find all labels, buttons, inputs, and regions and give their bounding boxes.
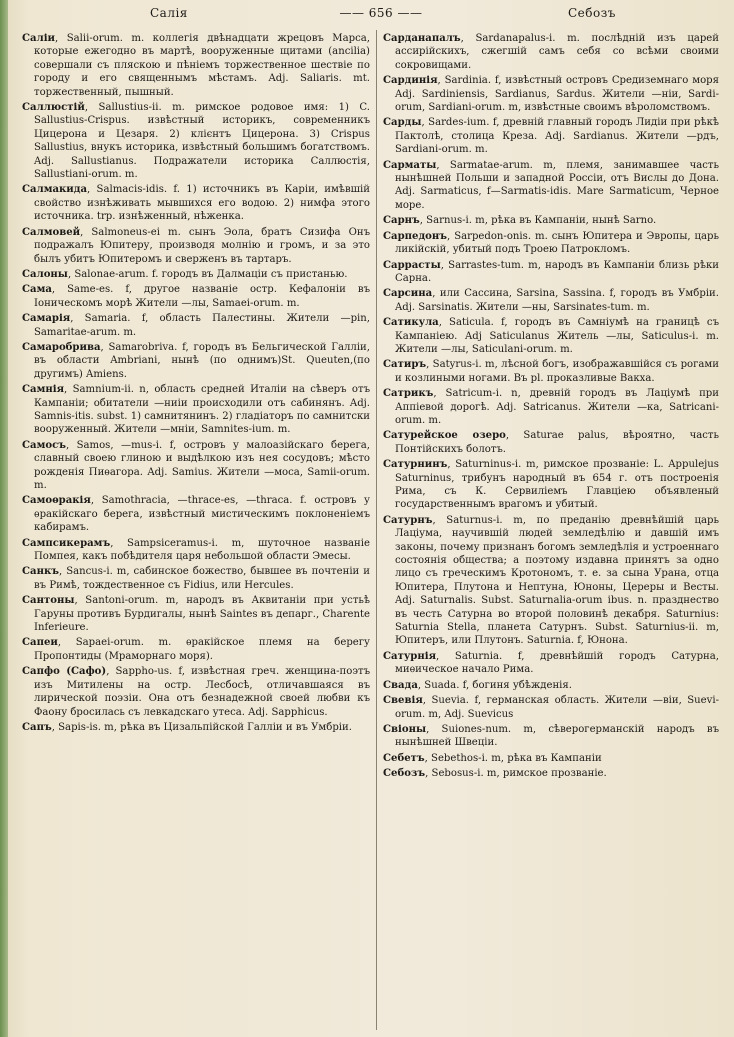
dictionary-entry [383,514,719,648]
entry-headword: Сапфо (Сафо) [22,666,107,678]
dictionary-entry [22,32,370,99]
dictionary-entry [22,636,370,663]
entry-headword: Сатикула [383,317,439,329]
dictionary-entry [22,226,370,266]
entry-definition: , Saticula. f, городъ въ Самніумѣ на границѣ съ Кампаніею. Adj Saticulanus Житель —лы, Saticulus-i. m. Жители —лы, Saticulani-orum. m. [395,317,719,355]
dictionary-entry [383,458,719,512]
dictionary-entry [383,387,719,427]
entry-headword: Салмакида [22,184,88,196]
entry-definition: , Sapaei-orum. m. ѳракійское племя на берегу Пропонтиды (Мраморнаго моря). [34,637,370,662]
dictionary-entry [22,383,370,437]
dictionary-entry [383,32,719,72]
entry-definition: , Santoni-orum. m, народъ въ Аквитаніи при устьѣ Гаруны противъ Бурдигалы, нынѣ Saintes въ депарг., Charente Inferieure. [34,595,370,634]
dictionary-entry [22,283,370,310]
entry-definition: , Salmoneus-ei m. сынъ Эола, братъ Сизифа Онъ подражалъ Юпитеру, производя молнію и громъ, и за это былъ убитъ Юпитеромъ и сверженъ въ тартаръ. [34,226,370,265]
entry-definition: , Saturninus-i. m, римское прозваніе: L. Appulejus Saturninus, трибунъ народный въ 654 г. отъ построенія Рима, съ К. Сервиліемъ Главціею объявленый государственнымъ врагомъ и убитый. [395,459,719,511]
dictionary-entry [22,721,370,734]
dictionary-entry [22,183,370,223]
entry-headword: Сампсикерамъ [22,537,111,549]
entry-definition: , Suada. f, богиня убѣжденія. [417,679,572,691]
dictionary-entry [22,594,370,634]
entry-headword: Себозъ [383,768,426,780]
entry-definition: , Saturnia. f, древнѣйшій городъ Сатурна, миѳическое начало Рима. [395,650,719,676]
entry-definition: , Saturnus-i. m, по преданію древнѣйшій царь Лаціума, научившій людей земледѣлію и давшій имъ законы, почему признанъ богомъ земледѣлія и устроеннаго состоянія общества; а поэтому издавна принятъ за одно лицо съ греческимъ Кротономъ, т. е. за сына Урана, отца Юпитера, Плутона и Нептуна, Юноны, Цереры и Весты. Adj. Saturnalis. Subst. Saturnalia-orum ibus. n. празднество въ честь Сатурна во второй половинѣ декабря. Saturnius: Saturnia Stella, планета Сатурнъ. Subst. Saturnius-ii. m, Юпитеръ, или Плутонъ. Saturnia. f, Юнона. [395,514,719,647]
entry-headword: Сатиръ [383,359,427,371]
column-divider [376,30,377,1030]
entry-headword: Самосъ [22,439,66,451]
dictionary-entry [383,767,719,780]
entry-headword: Свіоны [383,723,427,735]
entry-headword: Сарпедонъ [383,230,448,242]
entry-headword: Самарія [22,313,71,325]
dictionary-entry [383,74,719,114]
dictionary-entry [383,316,719,356]
entry-definition: , Salii-orum. m. коллегія двѣнадцати жрецовъ Марса, которые ежегодно въ мартѣ, вооруженные щитами (ancilia) совершали съ пляскою и пѣніемъ торжественное шествіе по городу и его священнымъ мѣстамъ. Adj. Saliaris. mt. торжественный, пышный. [34,33,370,98]
entry-headword: Сапъ [22,721,52,733]
dictionary-entry [22,439,370,493]
entry-definition: , Sarnus-i. m, рѣка въ Кампаніи, нынѣ Sarno. [419,215,657,227]
entry-definition: , Sarmatae-arum. m, племя, занимавшее часть нынѣшней Польши и западной Россіи, отъ Вислы до Дона. Adj. Sarmaticus, f—Sarmatis-idis. Mare Sarmaticum, Черное море. [395,159,719,211]
entry-definition: , Saturae palus, вѣроятно, часть Понтійскихъ болотъ. [395,430,719,455]
dictionary-entry [383,358,719,385]
entry-headword: Сатрикъ [383,388,434,400]
header-right-word: Себозъ [568,6,616,20]
entry-definition: , Sardes-ium. f, древній главный городъ Лидіи при рѣкѣ Пактолѣ, столица Креза. Adj. Sardianus. Жители —рдъ, Sardiani-orum. m. [395,117,719,156]
entry-headword: Салоны [22,268,68,280]
entry-definition: , Suevia. f, германская область. Жители —віи, Suevi-orum. m, Adj. Suevicus [395,695,719,720]
entry-headword: Самнія [22,384,65,396]
dictionary-entry [22,268,370,281]
entry-definition: , Samos, —mus-i. f, островъ у малоазійскаго берега, славный своею глиною и выдѣлкою изъ нея сосудовъ; мѣсто рожденія Пиѳагора. Adj. Samius. Жители —моса, Samii-orum. m. [34,439,370,491]
dictionary-entry [383,650,719,677]
entry-headword: Сарсина [383,288,433,300]
entry-headword: Санкъ [22,566,59,578]
dictionary-entry [383,429,719,456]
entry-definition: , Sapis-is. m, рѣка въ Цизальпійской Галліи и въ Умбріи. [51,721,352,733]
dictionary-entry [383,259,719,286]
entry-headword: Сарды [383,117,422,129]
entry-definition: , Sardanapalus-i. m. послѣдній изъ царей ассирійскихъ, сжегшій самъ себя со всѣми своими сокровищами. [395,33,719,71]
entry-headword: Сарданапалъ [383,33,461,44]
dictionary-entry [22,494,370,534]
left-column [22,32,370,736]
dictionary-entry [383,116,719,156]
entry-headword: Самоѳракія [22,495,91,507]
entry-definition: , Salmacis-idis. f. 1) источникъ въ Каріи, имѣвшій свойство изнѣживать мывшихся его водою. 2) нимфа этого источника. trp. изнѣженный, нѣженка. [34,184,370,223]
dictionary-entry [383,230,719,257]
dictionary-entry [383,723,719,750]
header-left-word: Салія [150,6,188,20]
entry-definition: , Sardinia. f, извѣстный островъ Средиземнаго моря Adj. Sardiniensis, Sardianus, Sardus. Жители —ніи, Sardi-orum, Sardiani-orum. m, извѣстные своимъ вѣроломствомъ. [395,75,719,114]
entry-definition: , Sappho-us. f, извѣстная греч. женщина-поэтъ изъ Митилены на остр. Лесбосѣ, отличавшаяся въ лирической поэзіи. Она отъ безнадежной своей любви къ Фаону бросилась съ левкадскаго утеса. Adj. Sapphicus. [34,666,370,718]
dictionary-entry [22,101,370,181]
dictionary-entry [22,341,370,381]
dictionary-entry [22,537,370,564]
entry-definition: , Salonae-arum. f. городъ въ Далмаціи съ пристанью. [67,268,348,280]
entry-definition: , Samnium-ii. n, область средней Италіи на сѣверъ отъ Кампаніи; обитатели —ниіи происходили отъ сабинянъ. Adj. Samnis-itis. subst. 1) самнитянинъ. 2) гладіаторъ по самнитски вооруженный. Жители —мніи, Samnites-ium. m. [34,384,371,436]
dictionary-entry [383,752,719,765]
entry-definition: , Suiones-num. m, сѣверогерманскій народъ въ нынѣшней Швеціи. [395,723,719,749]
dictionary-entry [383,679,719,692]
entry-definition: , Sebosus-i. m, римское прозваніе. [425,768,607,780]
dictionary-entry [22,565,370,592]
entry-headword: Саллюстій [22,102,85,114]
entry-headword: Себетъ [383,752,425,764]
entry-headword: Сама [22,284,52,296]
entry-headword: Сапеи [22,637,58,649]
entry-definition: , Satricum-i. n, древній городъ въ Лаціумѣ при Аппіевой дорогѣ. Adj. Satricanus. Жители —ка, Satricani-orum. m. [395,388,719,426]
page-edge [0,0,8,1037]
entry-headword: Саррасты [383,259,441,271]
entry-definition: , Sebethos-i. m, рѣка въ Кампаніи [424,752,602,764]
entry-definition: , Samaria. f, область Палестины. Жители —pin, Samaritae-arum. m. [34,313,370,338]
entry-headword: Сатурейское озеро [383,430,506,442]
entry-headword: Сатурнинъ [383,459,448,471]
entry-definition: , Sarpedon-onis. m. сынъ Юпитера и Эвропы, царь ликійскій, убитый подъ Троею Патрокломъ. [395,230,719,256]
entry-definition: , Sampsiceramus-i. m, шуточное названіе Помпея, какъ побѣдителя царя небольшой области Эмесы. [34,537,370,563]
entry-headword: Саліи [22,33,56,44]
dictionary-entry [22,312,370,339]
dictionary-entry [383,287,719,314]
page-header [20,6,714,26]
dictionary-entry [22,665,370,719]
entry-headword: Сантоны [22,595,75,607]
entry-definition: , Sarrastes-tum. m, народъ въ Кампаніи близь рѣки Сарна. [395,259,719,284]
entry-headword: Сатурнія [383,650,437,662]
entry-definition: , Same-es. f, другое названіе остр. Кефалоніи въ Іоническомъ морѣ Жители —лы, Samaei-orum. m. [34,284,370,309]
entry-definition: , Sancus-i. m, сабинское божество, бывшее въ почтеніи и въ Римѣ, тождественное съ Fidius, или Hercules. [34,566,370,591]
entry-headword: Самаробрива [22,341,101,353]
entry-headword: Свада [383,679,418,691]
right-column [383,32,719,783]
entry-headword: Салмовей [22,226,81,238]
dictionary-entry [383,159,719,213]
entry-headword: Свевія [383,695,423,707]
entry-definition: , Samarobriva. f, городъ въ Бельгической Галліи, въ области Ambriani, нынѣ (по однимъ)St. Queuten,(по другимъ) Amiens. [34,341,370,380]
entry-headword: Сатурнъ [383,514,433,526]
entry-headword: Сарматы [383,159,437,171]
dictionary-entry [383,214,719,227]
entry-definition: , или Сассина, Sarsina, Sassina. f, городъ въ Умбріи. Adj. Sarsinatis. Жители —ны, Sarsinates-tum. m. [395,288,719,313]
entry-definition: , Samothracia, —thrace-es, —thraca. f. островъ у ѳракійскаго берега, извѣстный мистическимъ поклоненіемъ кабирамъ. [34,495,370,534]
entry-definition: , Sallustius-ii. m. римское родовое имя: 1) C. Sallustius-Crispus. извѣстный историкъ, современникъ Цицерона и Цезаря. 2) клієнтъ Цицерона. 3) Crispus Sallustius, внукъ историка, извѣстный большимъ богатствомъ. Adj. Sallustianus. Подражатели историка Саллюстія, Sallustiani-orum. m. [34,102,370,181]
page-number: —— 656 —— [339,6,423,20]
entry-headword: Сарнъ [383,215,420,227]
entry-definition: , Satyrus-i. m, лѣсной богъ, изображавшійся съ рогами и козлиными ногами. Въ pl. проказливые Вакха. [395,359,719,384]
dictionary-entry [383,694,719,721]
entry-headword: Сардинія [383,75,438,87]
